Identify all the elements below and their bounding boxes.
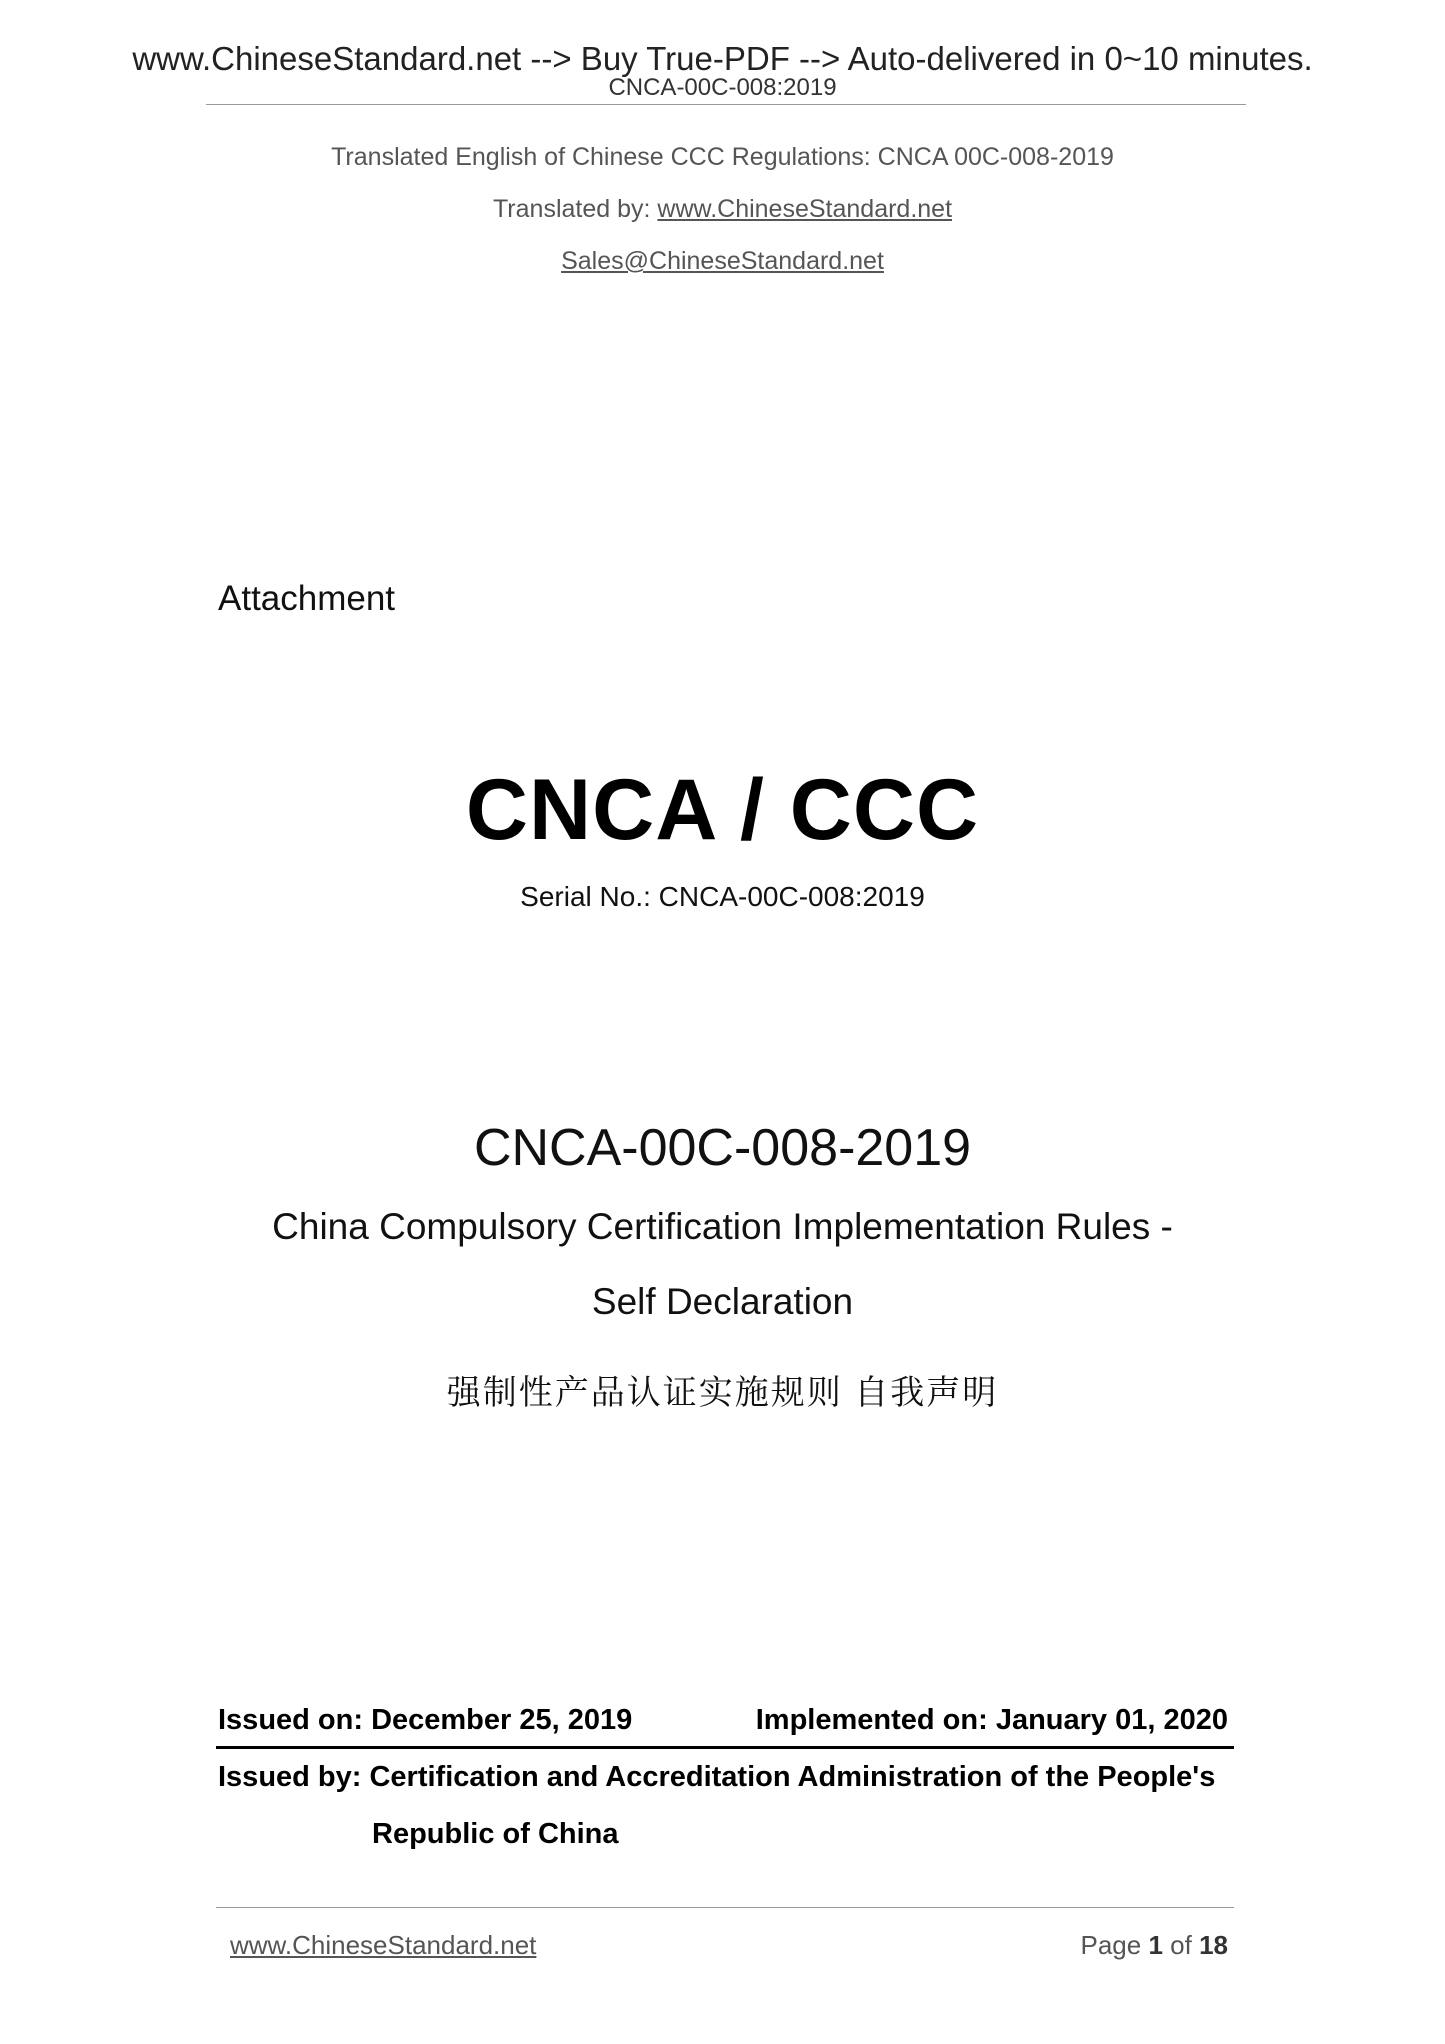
footer-website-link[interactable]: www.ChineseStandard.net <box>230 1930 537 1960</box>
main-title: CNCA / CCC <box>465 762 980 858</box>
issued-divider <box>216 1746 1234 1749</box>
page-label: Page <box>1080 1930 1142 1960</box>
page-total: 18 <box>1199 1930 1228 1960</box>
translation-note: Translated English of Chinese CCC Regulations: CNCA 00C-008-2019 <box>331 143 1114 171</box>
page-indicator <box>1080 1929 1228 1961</box>
translated-by-line <box>0 194 1445 224</box>
standard-title-line1: China Compulsory Certification Implementation Rules - <box>272 1206 1173 1247</box>
issued-by: Issued by: Certification and Accreditation Administration of the People's <box>218 1761 1216 1793</box>
page-current: 1 <box>1148 1930 1163 1960</box>
implemented-on-date: Implemented on: January 01, 2020 <box>755 1704 1228 1736</box>
translated-by-label: Translated by: <box>492 195 658 223</box>
footer-divider <box>216 1907 1234 1908</box>
issued-on-date: Issued on: December 25, 2019 <box>218 1704 633 1736</box>
standard-code: CNCA-00C-008-2019 <box>473 1119 972 1177</box>
top-banner: www.ChineseStandard.net --> Buy True-PDF --> Auto-delivered in 0~10 minutes. <box>132 40 1313 77</box>
sales-email-link[interactable]: Sales@ChineseStandard.net <box>561 247 884 275</box>
issued-by-continued: Republic of China <box>372 1818 619 1850</box>
header-divider <box>206 104 1246 105</box>
chinese-title: 强制性产品认证实施规则 自我声明 <box>446 1374 999 1412</box>
attachment-label: Attachment <box>218 579 396 618</box>
page-of: of <box>1170 1930 1192 1960</box>
standard-title-line2: Self Declaration <box>591 1281 854 1322</box>
header-doc-code: CNCA-00C-008:2019 <box>608 74 837 101</box>
translator-website-link[interactable]: www.ChineseStandard.net <box>657 195 953 223</box>
sales-email-line <box>0 246 1445 276</box>
serial-number: Serial No.: CNCA-00C-008:2019 <box>520 881 925 912</box>
